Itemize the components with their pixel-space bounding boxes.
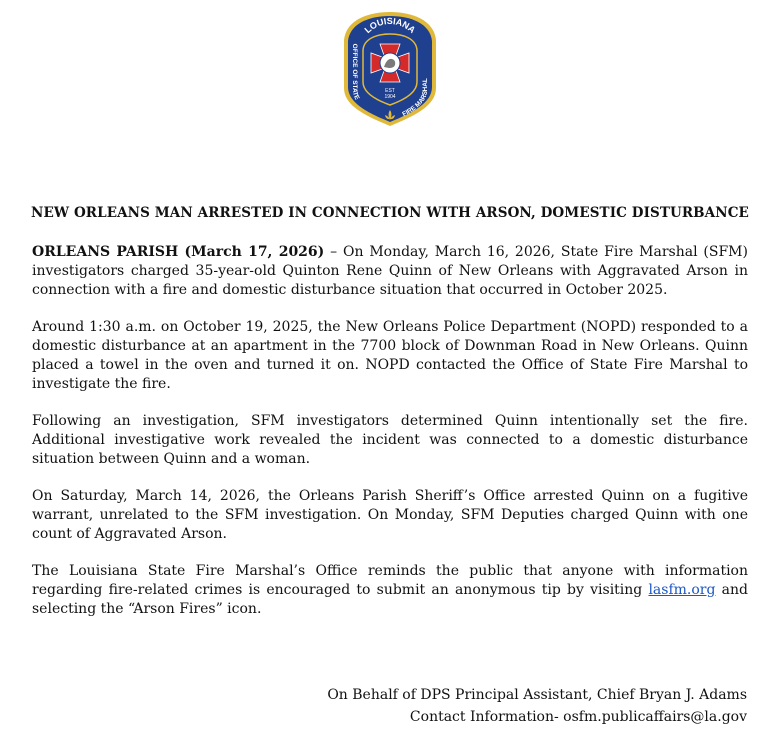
fire-marshal-seal-logo [340,10,440,128]
paragraph-1 [32,243,748,300]
paragraph-2: Around 1:30 a.m. on October 19, 2025, the New Orleans Police Department (NOPD) responded to a domestic disturbance at an apartment in the 7700 block of Downman Road in New Orleans. Quinn placed a towel in the oven and turned it on. NOPD contacted the Office of State Fire Marshal to investigate the fire. [32,319,748,392]
article-body [32,243,748,637]
paragraph-1-text: – On Monday, March 16, 2026, State Fire Marshal (SFM) investigators charged 35-year-old Quinton Rene Quinn of New Orleans with Aggravated Arson in connection with a fire and domestic disturbance situation that occurred in October 2025. [32,244,748,298]
dateline: ORLEANS PARISH (March 17, 2026) [32,244,325,260]
logo-text-left: OFFICE OF STATE [350,43,361,101]
paragraph-3: Following an investigation, SFM investigators determined Quinn intentionally set the fire. Additional investigative work revealed the incident was connected to a domestic disturbance situation between Quinn and a woman. [32,413,748,467]
paragraph-5 [32,562,748,619]
logo-text-top: LOUISIANA [362,15,418,36]
paragraph-5-text-before: The Louisiana State Fire Marshal’s Office reminds the public that anyone with information regarding fire-related crimes is encouraged to submit an anonymous tip by visiting [32,563,748,598]
signature-line-behalf: On Behalf of DPS Principal Assistant, Chief Bryan J. Adams [327,687,747,703]
logo-est-year: 1904 [384,94,396,100]
signature-block [327,684,747,728]
logo-est-label: EST [385,88,395,94]
paragraph-5-text-after: and selecting the “Arson Fires” icon. [32,582,748,617]
logo-text-right: FIRE MARSHAL [401,78,430,119]
signature-line-contact: Contact Information- osfm.publicaffairs@la.gov [409,709,747,725]
paragraph-4: On Saturday, March 14, 2026, the Orleans Parish Sheriff’s Office arrested Quinn on a fugitive warrant, unrelated to the SFM investigation. On Monday, SFM Deputies charged Quinn with one count of Aggravated Arson. [32,488,748,542]
headline: NEW ORLEANS MAN ARRESTED IN CONNECTION WITH ARSON, DOMESTIC DISTURBANCE [31,205,749,221]
lasfm-link[interactable]: lasfm.org [648,582,716,598]
